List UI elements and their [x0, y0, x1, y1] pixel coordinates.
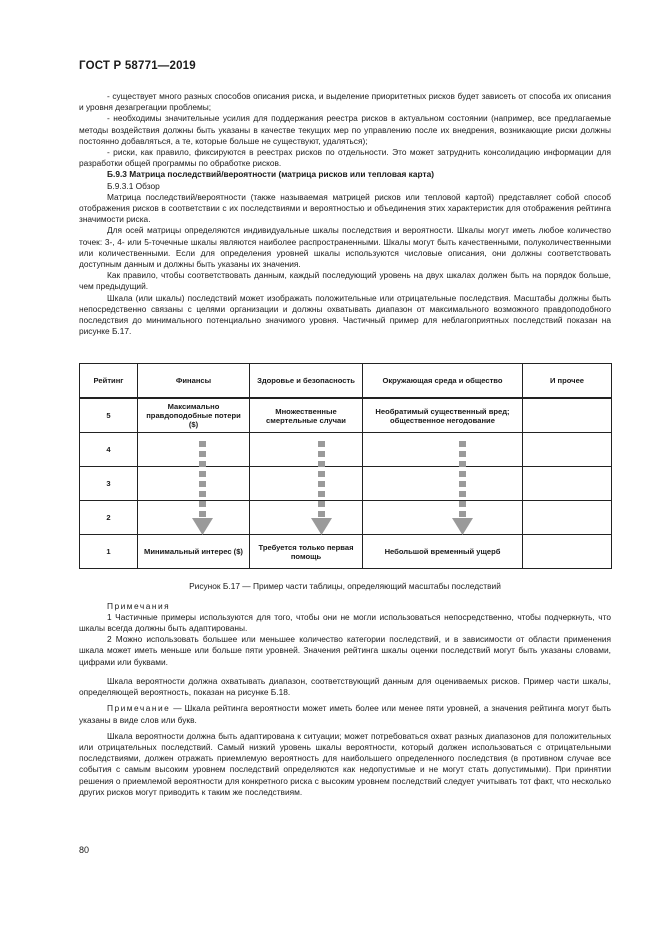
note-item: 2 Можно использовать большее или меньшее количество категории последствий, и в зависимости от области применения шкала может иметь меньше или больше пяти уровней. Значения рейтинга шкалы оценки последствий могут быть указаны словами, цифрами или буквами.: [79, 634, 611, 667]
table-row: [80, 501, 612, 535]
header-environment: Окружающая среда и общество: [363, 364, 523, 399]
note-item: 1 Частичные примеры используются для того, чтобы они не могли использоваться непосредственно, чтобы подчеркнуть, что шкалы всегда должны быть адаптированы.: [79, 611, 611, 634]
body-paragraph: Как правило, чтобы соответствовать данным, каждый последующий уровень на двух шкалах должен быть на порядок больше, чем предыдущий.: [79, 270, 611, 292]
finance-cell: Минимальный интерес ($): [138, 535, 250, 569]
other-cell: [523, 467, 612, 501]
health-cell: [250, 501, 363, 535]
note-text: — Шкала рейтинга вероятности может иметь более или менее пяти уровней, а значения рейтинга могут быть указаны в виде слов или букв.: [79, 703, 611, 725]
figure-caption: Рисунок Б.17 — Пример части таблицы, определяющий масштабы последствий: [189, 581, 501, 592]
other-cell: [523, 501, 612, 535]
consequence-table-figure: [79, 363, 611, 573]
rating-cell: 5: [80, 398, 138, 433]
environment-cell: Небольшой временный ущерб: [363, 535, 523, 569]
finance-cell: Максимально правдоподобные потери ($): [138, 398, 250, 433]
table-row: [80, 398, 612, 433]
health-cell: Требуется только первая помощь: [250, 535, 363, 569]
document-header: ГОСТ Р 58771—2019: [79, 60, 196, 72]
health-cell: [250, 467, 363, 501]
body-paragraph: Матрица последствий/вероятности (также называемая матрицей рисков или тепловой картой) представляет собой способ отображения рисков в соответствии с их последствиями и вероятностью и объединения этих характеристик для отображения рейтинга значимости риска.: [79, 191, 611, 225]
note-label: Примечание: [107, 703, 171, 714]
rating-cell: 4: [80, 433, 138, 467]
finance-cell: [138, 433, 250, 467]
rating-cell: 3: [80, 467, 138, 501]
table-row: [80, 433, 612, 467]
other-cell: [523, 433, 612, 467]
header-rating: Рейтинг: [80, 364, 138, 399]
table-row: [80, 467, 612, 501]
finance-cell: [138, 467, 250, 501]
header-finance: Финансы: [138, 364, 250, 399]
environment-cell: [363, 467, 523, 501]
finance-cell: [138, 501, 250, 535]
table-header-row: [80, 364, 612, 399]
consequence-scale-table: [79, 363, 612, 569]
body-paragraph: Шкала вероятности должна быть адаптирована к ситуации; может потребоваться охват разных диапазонов для положительных или отрицательных последствий. Самый низкий уровень шкалы вероятности, который должен использоваться с отрицательными последствиями, должен отражать приемлемую вероятность для наибольшего определенного последствия (в противном случае все события с самым высоким уровнем последствий определяются как недопустимые и не могут стать допустимыми). При принятии решения о приемлемой вероятности для конкретного риска с высоким уровнем последствий следует учитывать тот факт, что несколько других рисков могут приводить к таким же последствиям.: [79, 730, 611, 797]
rating-cell: 1: [80, 535, 138, 569]
body-paragraph: Шкала (или шкалы) последствий может изображать положительные или отрицательные последствия. Масштабы должны быть непосредственно связаны с целями организации и должны охватывать диапазон от максимального возможного правдоподобного последствия до минимального потенциально значимого уровня. Частичный пример для неблагоприятных последствий показан на рисунке Б.17.: [79, 292, 611, 337]
other-cell: [523, 398, 612, 433]
subsection-heading: Б.9.3.1 Обзор: [107, 180, 160, 191]
bullet-paragraph: - необходимы значительные усилия для поддержания реестра рисков в актуальном состоянии (например, все предлагаемые методы воздействия должны быть указаны в качестве текущих мер по управлению после их внедрения, возникающие риски должны постоянно добавляться, а те, которые больше не существуют, удаляться);: [79, 113, 611, 146]
table-row: [80, 535, 612, 569]
note-paragraph: [79, 703, 611, 725]
header-other: И прочее: [523, 364, 612, 399]
environment-cell: [363, 501, 523, 535]
environment-cell: Необратимый существенный вред; общественное негодование: [363, 398, 523, 433]
page-number: 80: [79, 845, 90, 855]
health-cell: [250, 433, 363, 467]
body-paragraph: Для осей матрицы определяются индивидуальные шкалы последствия и вероятности. Шкалы могут иметь любое количество точек: 3-, 4- или 5-точечные шкалы являются наиболее распространенными. Шкалы могут быть качественными, полуколичественными или количественными. Если для определения уровней шкалы используются числовые описания, они должны соответствовать доступным данным и должны быть указаны их значения.: [79, 225, 611, 270]
notes-title: Примечания: [107, 600, 171, 611]
rating-cell: 2: [80, 501, 138, 535]
body-paragraph: Шкала вероятности должна охватывать диапазон, соответствующий данным для оцениваемых рисков. Пример части шкалы, определяющей вероятность, показан на рисунке Б.18.: [79, 675, 611, 698]
health-cell: Множественные смертельные случаи: [250, 398, 363, 433]
section-heading: Б.9.3 Матрица последствий/вероятности (матрица рисков или тепловая карта): [107, 169, 434, 180]
header-health: Здоровье и безопасность: [250, 364, 363, 399]
bullet-paragraph: - риски, как правило, фиксируются в реестрах рисков по отдельности. Это может затруднить консолидацию информации для разработки общей программы по обработке рисков.: [79, 147, 611, 169]
other-cell: [523, 535, 612, 569]
page-content: [79, 91, 611, 798]
environment-cell: [363, 433, 523, 467]
bullet-paragraph: - существует много разных способов описания риска, и выделение приоритетных рисков будет зависеть от способа их описания и уровня дезагрегации проблемы;: [79, 91, 611, 113]
